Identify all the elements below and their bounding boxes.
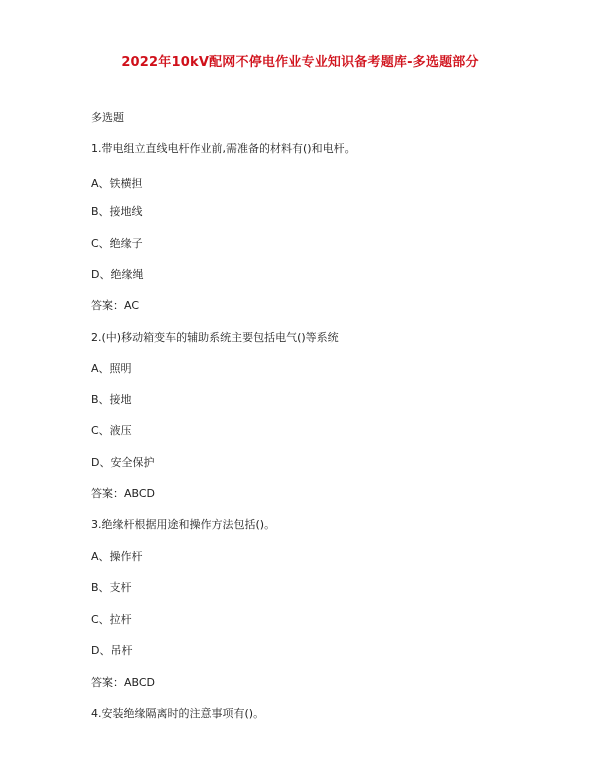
question-1-option-b: B、接地线 [91, 205, 143, 218]
document-title: 2022年10kV配网不停电作业专业知识备考题库-多选题部分 [121, 55, 479, 70]
question-3-answer: 答案：ABCD [91, 676, 156, 689]
question-3-option-b: B、支杆 [91, 581, 132, 594]
question-1-option-a: A、铁横担 [91, 177, 143, 190]
question-1-text: 1.带电组立直线电杆作业前,需准备的材料有()和电杆。 [91, 142, 356, 155]
question-2-option-a: A、照明 [91, 362, 132, 375]
question-4-text: 4.安装绝缘隔离时的注意事项有()。 [91, 707, 265, 720]
question-1-option-d: D、绝缘绳 [91, 268, 144, 281]
question-2-option-d: D、安全保护 [91, 456, 155, 469]
question-2-option-b: B、接地 [91, 393, 132, 406]
question-2-text: 2.(中)移动箱变车的辅助系统主要包括电气()等系统 [91, 331, 339, 344]
section-heading: 多选题 [91, 111, 124, 124]
question-3-text: 3.绝缘杆根据用途和操作方法包括()。 [91, 518, 276, 531]
question-3-option-c: C、拉杆 [91, 613, 132, 626]
question-3-option-d: D、吊杆 [91, 644, 133, 657]
question-2-answer: 答案：ABCD [91, 487, 156, 500]
question-2-option-c: C、液压 [91, 424, 132, 437]
question-1-answer: 答案：AC [91, 299, 140, 312]
question-3-option-a: A、操作杆 [91, 550, 143, 563]
question-1-option-c: C、绝缘子 [91, 237, 143, 250]
